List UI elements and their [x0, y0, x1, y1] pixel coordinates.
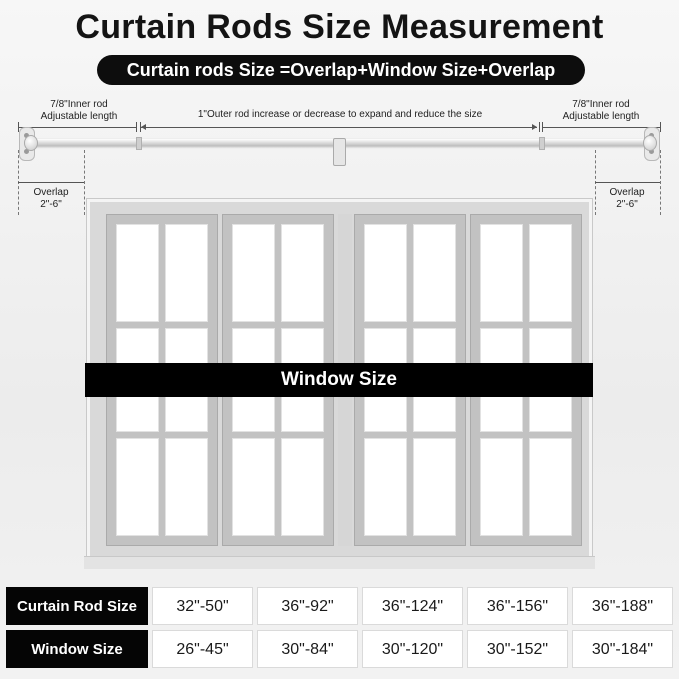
left-overlap-line2: 2"-6" [40, 199, 62, 210]
left-inner-rod-line1: 7/8"Inner rod [50, 99, 108, 110]
right-overlap-dimension-line [595, 182, 660, 183]
outer-rod-arrow-right [532, 124, 537, 130]
window-pane [529, 438, 572, 536]
table-cell: 30"-120" [362, 630, 463, 668]
window-pane [364, 224, 407, 322]
right-inner-rod-dimension-line [542, 127, 660, 128]
page-title: Curtain Rods Size Measurement [75, 8, 604, 46]
table-cell: 36"-156" [467, 587, 568, 625]
table-cell: 30"-84" [257, 630, 358, 668]
row-header: Curtain Rod Size [6, 587, 148, 625]
right-inner-rod-label [534, 99, 668, 123]
table-row-window-size [6, 630, 673, 668]
window-pane [165, 224, 208, 322]
row-header: Window Size [6, 630, 148, 668]
window-pane [364, 438, 407, 536]
right-finial [643, 135, 657, 151]
window-pane [529, 224, 572, 322]
left-inner-rod-dimension-line [18, 127, 136, 128]
left-inner-rod-label [14, 99, 144, 123]
window-sill [84, 556, 595, 569]
table-cell: 30"-152" [467, 630, 568, 668]
outer-rod-arrow-left [141, 124, 146, 130]
window-pane [413, 438, 456, 536]
table-cell: 36"-188" [572, 587, 673, 625]
table-cell: 32"-50" [152, 587, 253, 625]
table-cell: 36"-92" [257, 587, 358, 625]
left-overlap-guide-inner [84, 150, 85, 215]
rod-joint-right [539, 137, 545, 150]
window-pane [480, 438, 523, 536]
window-pane [232, 224, 275, 322]
left-inner-rod-tick-end [136, 122, 137, 132]
size-table [6, 587, 673, 673]
right-inner-rod-line2: Adjustable length [562, 111, 640, 122]
left-finial [24, 135, 38, 151]
table-cell: 26"-45" [152, 630, 253, 668]
right-inner-rod-tick-end [660, 122, 661, 132]
table-cell: 36"-124" [362, 587, 463, 625]
right-overlap-guide-outer [660, 150, 661, 215]
rod-joint-left [136, 137, 142, 150]
right-inner-rod-line1: 7/8"Inner rod [572, 99, 630, 110]
window-pane [413, 224, 456, 322]
window-pane [165, 438, 208, 536]
left-overlap-line1: Overlap [33, 187, 69, 198]
outer-rod-tick-start [140, 122, 141, 132]
outer-rod-dimension-line [141, 127, 537, 128]
window-size-label: Window Size [85, 363, 593, 397]
outer-rod-note: 1"Outer rod increase or decrease to expand and reduce the size [197, 109, 483, 120]
right-overlap-line2: 2"-6" [616, 199, 638, 210]
formula-banner: Curtain rods Size =Overlap+Window Size+Overlap [97, 55, 585, 85]
center-support-bracket [333, 138, 346, 166]
left-overlap-dimension-line [18, 182, 84, 183]
outer-rod-tick-end [539, 122, 540, 132]
table-cell: 30"-184" [572, 630, 673, 668]
window-pane [281, 224, 324, 322]
left-overlap-label [20, 187, 82, 211]
window-pane [281, 438, 324, 536]
window-pane [116, 224, 159, 322]
right-overlap-line1: Overlap [609, 187, 645, 198]
window-pane [116, 438, 159, 536]
table-row-curtain-rod-size [6, 587, 673, 625]
left-inner-rod-line2: Adjustable length [40, 111, 118, 122]
right-inner-rod-tick-start [542, 122, 543, 132]
right-overlap-label [596, 187, 658, 211]
window-pane [480, 224, 523, 322]
window-pane [232, 438, 275, 536]
